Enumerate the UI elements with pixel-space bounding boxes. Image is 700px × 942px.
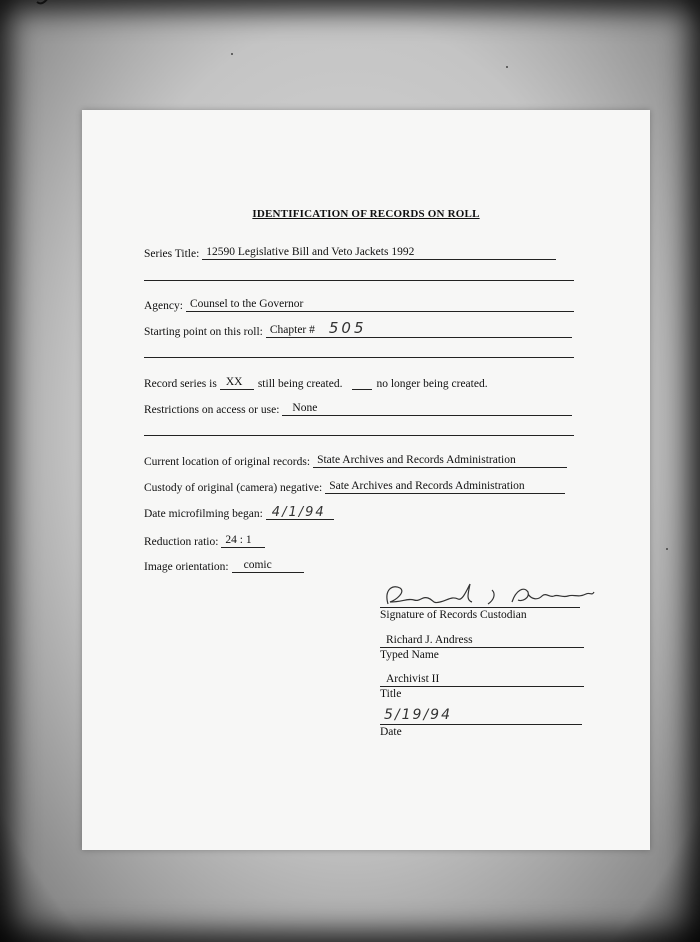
date-began-row bbox=[144, 506, 334, 520]
film-speck bbox=[231, 53, 233, 55]
orientation-row bbox=[144, 559, 304, 573]
orientation-label: Image orientation: bbox=[144, 561, 229, 573]
still-created-text: still being created. bbox=[257, 378, 343, 390]
starting-point-row bbox=[144, 319, 572, 338]
current-location-label: Current location of original records: bbox=[144, 456, 311, 468]
starting-point-value: Chapter # bbox=[269, 324, 315, 336]
title-value: Archivist II bbox=[380, 672, 584, 687]
record-series-label: Record series is bbox=[144, 378, 217, 390]
blank-line bbox=[144, 435, 574, 436]
current-location-value: State Archives and Records Administration bbox=[313, 454, 567, 468]
date-block bbox=[380, 706, 582, 739]
records-form-sheet bbox=[82, 110, 650, 850]
no-longer-created-text: no longer being created. bbox=[376, 378, 488, 390]
signature-caption-block bbox=[380, 607, 580, 622]
corner-mark-icon bbox=[36, 0, 50, 6]
current-location-row bbox=[144, 454, 567, 468]
no-longer-created-mark bbox=[352, 389, 372, 390]
starting-point-label: Starting point on this roll: bbox=[144, 326, 263, 338]
agency-row bbox=[144, 298, 574, 312]
film-speck bbox=[506, 66, 508, 68]
restrictions-label: Restrictions on access or use: bbox=[144, 404, 280, 416]
series-title-value: 12590 Legislative Bill and Veto Jackets 1992 bbox=[202, 246, 556, 260]
record-series-row bbox=[144, 376, 488, 390]
restrictions-row bbox=[144, 402, 572, 416]
signature-caption: Signature of Records Custodian bbox=[380, 609, 527, 621]
still-created-mark: XX bbox=[220, 376, 254, 390]
title-caption: Title bbox=[380, 688, 402, 700]
starting-point-field bbox=[266, 319, 572, 338]
reduction-value: 24 : 1 bbox=[221, 534, 265, 548]
date-caption: Date bbox=[380, 726, 402, 738]
series-title-row bbox=[144, 246, 556, 260]
starting-point-handwritten: 505 bbox=[328, 319, 367, 337]
typed-name-block bbox=[380, 633, 584, 662]
custodian-signature-image bbox=[382, 580, 597, 610]
film-speck bbox=[666, 548, 668, 550]
reduction-row bbox=[144, 534, 265, 548]
blank-line bbox=[144, 280, 574, 281]
reduction-label: Reduction ratio: bbox=[144, 536, 219, 548]
restrictions-value: None bbox=[282, 402, 572, 416]
agency-label: Agency: bbox=[144, 300, 183, 312]
date-value: 5/19/94 bbox=[380, 706, 582, 725]
blank-line bbox=[144, 357, 574, 358]
title-block bbox=[380, 672, 584, 701]
form-title: IDENTIFICATION OF RECORDS ON ROLL bbox=[252, 208, 480, 220]
date-began-label: Date microfilming began: bbox=[144, 508, 263, 520]
series-title-label: Series Title: bbox=[144, 248, 200, 260]
date-began-value: 4/1/94 bbox=[266, 506, 334, 520]
typed-name-value: Richard J. Andress bbox=[380, 633, 584, 648]
custody-row bbox=[144, 480, 565, 494]
orientation-value: comic bbox=[232, 559, 304, 573]
agency-value: Counsel to the Governor bbox=[186, 298, 574, 312]
custody-label: Custody of original (camera) negative: bbox=[144, 482, 323, 494]
custody-value: Sate Archives and Records Administration bbox=[325, 480, 565, 494]
typed-name-caption: Typed Name bbox=[380, 649, 439, 661]
